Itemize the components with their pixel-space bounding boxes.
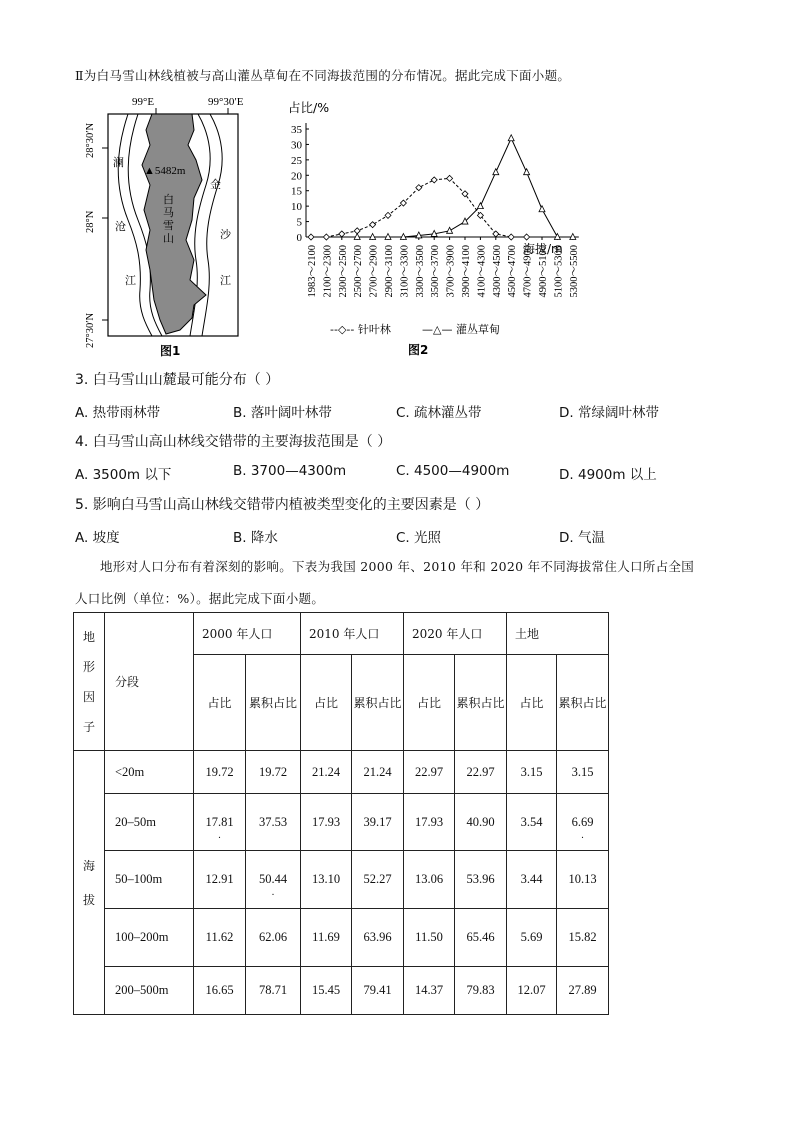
y-tick-label: 35	[291, 124, 302, 136]
chart-series	[308, 135, 576, 240]
value-cell: 16.65	[194, 967, 246, 1015]
x-tick-label: 2500～2700	[353, 245, 365, 298]
value-cell: 14.37	[404, 967, 455, 1015]
sub-cumulative: 累积占比	[557, 655, 609, 751]
x-tick-label: 5300～5500	[568, 245, 580, 298]
value-cell: 62.06	[246, 909, 301, 967]
value-cell: 19.72	[194, 751, 246, 794]
value-cell: 79.83	[455, 967, 507, 1015]
mountain-label-1: 白	[163, 193, 174, 206]
value-cell: 52.27	[352, 851, 404, 909]
value-cell: 11.62	[194, 909, 246, 967]
table-row	[74, 751, 609, 794]
value-cell: 3.15	[507, 751, 557, 794]
conifer-point	[323, 234, 329, 240]
value-cell: 17.81 .	[194, 794, 246, 851]
conifer-point	[385, 212, 391, 218]
segment-cell: <20m	[105, 751, 194, 794]
mountain-label-4: 山	[163, 232, 174, 245]
sub-cumulative: 累积占比	[455, 655, 507, 751]
legend-shrub: —△— 灌丛草甸	[422, 323, 500, 336]
river-right-1: 金	[210, 178, 221, 191]
x-tick-label: 4300～4500	[491, 245, 503, 298]
q3-option-b[interactable]: B. 落叶阔叶林带	[233, 405, 332, 421]
question-4: 4. 白马雪山高山林线交错带的主要海拔范围是（ ）	[75, 434, 392, 450]
intro-text: Ⅱ为白马雪山林线植被与高山灌丛草甸在不同海拔范围的分布情况。据此完成下面小题。	[75, 68, 571, 83]
q5-option-b[interactable]: B. 降水	[233, 530, 278, 546]
y-tick-label: 20	[291, 170, 302, 183]
value-cell: 5.69	[507, 909, 557, 967]
sub-share: 占比	[194, 655, 246, 751]
x-tick-label: 2300～2500	[337, 245, 349, 298]
chart-y-axis	[291, 123, 309, 244]
table-row	[74, 967, 609, 1015]
factor-header: 地 形 因 子	[74, 613, 105, 751]
value-cell: 21.24	[301, 751, 352, 794]
sub-share: 占比	[507, 655, 557, 751]
q4-option-c[interactable]: C. 4500—4900m	[396, 463, 510, 479]
x-tick-label: 4900～5100	[538, 245, 549, 298]
value-cell: 40.90	[455, 794, 507, 851]
passage-line-1: 地形对人口分布有着深刻的影响。下表为我国 2000 年、2010 年和 2020 年不同海拔常住人口所占全国	[100, 559, 695, 574]
population-table	[73, 612, 609, 1015]
river-left-1: 澜	[113, 156, 124, 169]
group-2000: 2000 年人口	[194, 613, 301, 655]
segment-cell: 200–500m	[105, 967, 194, 1015]
y-tick-label: 5	[296, 216, 302, 229]
lat-label-28-30: 28°30′N	[85, 122, 96, 158]
value-cell: 12.07	[507, 967, 557, 1015]
river-left-3: 江	[125, 274, 136, 287]
value-cell: 13.10	[301, 851, 352, 909]
value-cell: 21.24	[352, 751, 404, 794]
x-tick-label: 1983～2100	[307, 245, 318, 298]
lat-label-27-30: 27°30′N	[85, 312, 96, 348]
river-right-3: 江	[220, 274, 231, 287]
y-tick-label: 30	[291, 139, 302, 152]
peak-label: ▲5482m	[144, 165, 186, 177]
table-row	[74, 794, 609, 851]
x-tick-label: 4700～4900	[522, 245, 534, 298]
shrub-point	[508, 135, 514, 141]
y-tick-label: 15	[291, 185, 302, 198]
segment-cell: 20–50m	[105, 794, 194, 851]
chart-x-axis	[306, 237, 580, 298]
y-tick-label: 25	[291, 154, 302, 167]
q5-option-d[interactable]: D. 气温	[559, 530, 605, 546]
q5-option-a[interactable]: A. 坡度	[75, 530, 120, 546]
x-tick-label: 3500～3700	[430, 245, 442, 298]
value-cell: 11.50	[404, 909, 455, 967]
value-cell: 65.46	[455, 909, 507, 967]
conifer-point	[370, 222, 376, 228]
segment-header: 分段	[105, 613, 194, 751]
q5-option-c[interactable]: C. 光照	[396, 530, 442, 546]
shrub-point	[477, 203, 483, 209]
shrub-point	[524, 169, 530, 175]
conifer-point	[508, 234, 514, 240]
value-cell: 50.44 .	[246, 851, 301, 909]
x-tick-label: 2700～2900	[368, 245, 380, 298]
x-tick-label: 2100～2300	[322, 245, 334, 298]
group-2010: 2010 年人口	[301, 613, 404, 655]
sub-share: 占比	[404, 655, 455, 751]
shrub-point	[447, 227, 453, 233]
x-tick-label: 4500～4700	[507, 245, 519, 298]
value-cell: 78.71	[246, 967, 301, 1015]
x-tick-label: 3100～3300	[399, 245, 411, 298]
fig1-caption: 图1	[160, 344, 181, 358]
q3-option-c[interactable]: C. 疏林灌丛带	[396, 405, 482, 421]
line-chart	[270, 92, 580, 364]
segment-cell: 100–200m	[105, 909, 194, 967]
value-cell: 3.15	[557, 751, 609, 794]
chart-ylabel: 占比/%	[288, 100, 330, 115]
segment-cell: 50–100m	[105, 851, 194, 909]
y-tick-label: 0	[296, 232, 302, 244]
conifer-point	[400, 200, 406, 206]
fig2-caption: 图2	[408, 343, 429, 357]
value-cell: 22.97	[455, 751, 507, 794]
q4-option-a[interactable]: A. 3500m 以下	[75, 467, 172, 483]
value-cell: 22.97	[404, 751, 455, 794]
x-tick-label: 3700～3900	[445, 245, 457, 298]
q4-option-b[interactable]: B. 3700—4300m	[233, 463, 347, 479]
sub-share: 占比	[301, 655, 352, 751]
q4-option-d[interactable]: D. 4900m 以上	[559, 467, 657, 483]
conifer-point	[524, 234, 530, 240]
question-3: 3. 白马雪山山麓最可能分布（ ）	[75, 372, 280, 388]
conifer-point	[308, 234, 314, 240]
sub-cumulative: 累积占比	[246, 655, 301, 751]
mountain-label-2: 马	[163, 206, 174, 219]
value-cell: 17.93	[404, 794, 455, 851]
lon-label-99-30: 99°30′E	[208, 96, 244, 108]
value-cell: 13.06	[404, 851, 455, 909]
table-row	[74, 851, 609, 909]
question-5: 5. 影响白马雪山高山林线交错带内植被类型变化的主要因素是（ ）	[75, 497, 490, 513]
conifer-point	[416, 185, 422, 191]
chart-xlabel: 海拔/m	[523, 242, 563, 256]
group-land: 土地	[507, 613, 609, 655]
table-row	[74, 909, 609, 967]
value-cell: 27.89	[557, 967, 609, 1015]
value-cell: 3.54	[507, 794, 557, 851]
x-tick-label: 4100～4300	[476, 245, 488, 298]
river-left-2: 沧	[115, 220, 126, 233]
value-cell: 10.13	[557, 851, 609, 909]
value-cell: 6.69 .	[557, 794, 609, 851]
passage-line-2: 人口比例（单位：%）。据此完成下面小题。	[75, 591, 325, 606]
river-right-2: 沙	[220, 228, 231, 241]
conifer-point	[447, 175, 453, 181]
conifer-point	[339, 231, 345, 237]
map-figure	[80, 90, 250, 360]
x-tick-label: 3900～4100	[461, 245, 472, 298]
value-cell: 3.44	[507, 851, 557, 909]
value-cell: 11.69	[301, 909, 352, 967]
group-2020: 2020 年人口	[404, 613, 507, 655]
x-tick-label: 3300～3500	[414, 245, 426, 298]
value-cell: 39.17	[352, 794, 404, 851]
q3-option-a[interactable]: A. 热带雨林带	[75, 405, 161, 421]
value-cell: 15.82	[557, 909, 609, 967]
lon-label-99: 99°E	[132, 96, 155, 108]
value-cell: 17.93	[301, 794, 352, 851]
value-cell: 37.53	[246, 794, 301, 851]
conifer-point	[431, 177, 437, 183]
row-factor-elevation: 海 拔	[74, 751, 105, 1015]
mountain-label-3: 雪	[163, 219, 174, 232]
value-cell: 79.41	[352, 967, 404, 1015]
legend-conifer: --◇-- 针叶林	[330, 323, 391, 336]
value-cell: 19.72	[246, 751, 301, 794]
x-tick-label: 2900～3100	[384, 245, 395, 298]
value-cell: 63.96	[352, 909, 404, 967]
value-cell: 15.45	[301, 967, 352, 1015]
shrub-point	[493, 169, 499, 175]
sub-cumulative: 累积占比	[352, 655, 404, 751]
shrub-point	[539, 206, 545, 212]
lat-label-28: 28°N	[85, 210, 96, 233]
q3-option-d[interactable]: D. 常绿阔叶林带	[559, 405, 659, 421]
value-cell: 53.96	[455, 851, 507, 909]
value-cell: 12.91	[194, 851, 246, 909]
y-tick-label: 10	[291, 201, 302, 214]
x-tick-label: 5100～5300	[553, 245, 565, 298]
